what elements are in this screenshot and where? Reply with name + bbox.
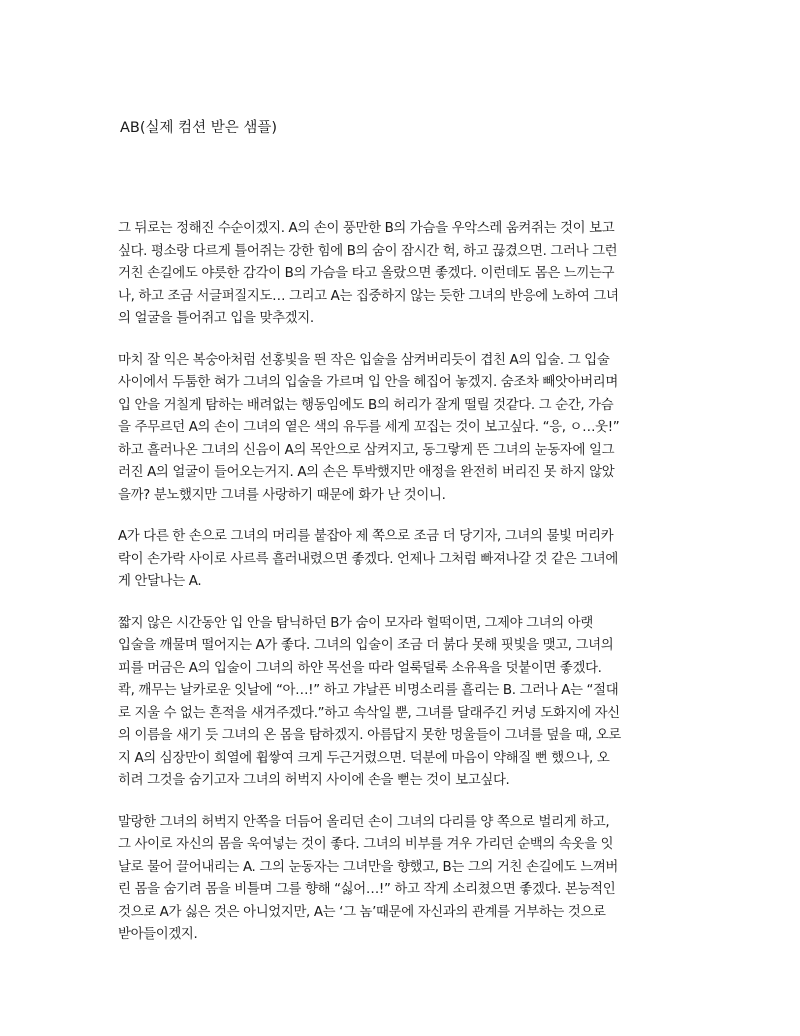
paragraph-5: 말랑한 그녀의 허벅지 안쪽을 더듬어 올리던 손이 그녀의 다리를 양 쪽으로 벌리게 하고, 그 사이로 자신의 몸을 욱여넣는 것이 좋다. 그녀의 비부를 겨우 가리던 순백의 속옷을 잇 날로 물어 끌어내리는 A. 그의 눈동자는 그녀만을 향했고, B는 그의 거친 손길에도 느껴버 린 몸을 숨기려 몸을 비틀며 그를 향해 “싫어…!” 하고 작게 소리쳤으면 좋겠다. 본능적인 것으로 A가 싫은 것은 아니었지만, A는 ‘그 놈’때문에 자신과의 관계를 거부하는 것으로 받아들이겠지. xyxy=(118,814,619,942)
paragraph-1: 그 뒤로는 정해진 수순이겠지. A의 손이 풍만한 B의 가슴을 우악스레 움켜쥐는 것이 보고 싶다. 평소랑 다르게 틀어쥐는 강한 힘에 B의 숨이 잠시간 헉, 하고 끊겼으면. 그러나 그런 거친 손길에도 야릇한 감각이 B의 가슴을 타고 올랐으면 좋겠다. 이런데도 몸은 느끼는구 나, 하고 조금 서글퍼질지도… 그리고 A는 집중하지 않는 듯한 그녀의 반응에 노하여 그녀 의 얼굴을 틀어쥐고 입을 맞추겠지. xyxy=(118,221,619,326)
document-body xyxy=(118,218,688,966)
paragraph-4: 짧지 않은 시간동안 입 안을 탐닉하던 B가 숨이 모자라 헐떡이면, 그제야 그녀의 아랫 입술을 깨물며 떨어지는 A가 좋다. 그녀의 입술이 조금 더 붉다 못해 핏빛을 맺고, 그녀의 피를 머금은 A의 입술이 그녀의 하얀 목선을 따라 얼룩덜룩 소유욕을 덧붙이면 좋겠다. 콱, 깨무는 날카로운 잇날에 “아…!” 하고 갸날픈 비명소리를 흘리는 B. 그러나 A는 “절대 로 지울 수 없는 흔적을 새겨주겠다.”하고 속삭일 뿐, 그녀를 달래주긴 커녕 도화지에 자신 의 이름을 새기 듯 그녀의 온 몸을 탐하겠지. 아름답지 못한 멍울들이 그녀를 덮을 때, 오로 지 A의 심장만이 희열에 휩쌓여 크게 두근거렸으면. 덕분에 마음이 약해질 뻔 했으나, 오 히려 그것을 숨기고자 그녀의 허벅지 사이에 손을 뻗는 것이 보고싶다. xyxy=(118,615,621,788)
paragraph-2: 마치 잘 익은 복숭아처럼 선홍빛을 띈 작은 입술을 삼켜버리듯이 겹친 A의 입술. 그 입술 사이에서 두툼한 혀가 그녀의 입술을 가르며 입 안을 헤집어 놓겠지. 숨조차 빼앗아버리며 입 안을 거칠게 탐하는 배려없는 행동임에도 B의 허리가 잘게 떨릴 것같다. 그 순간, 가슴 을 주무르던 A의 손이 그녀의 옅은 색의 유두를 세게 꼬집는 것이 보고싶다. “응, ㅇ…웃!” 하고 흘러나온 그녀의 신음이 A의 목안으로 삼켜지고, 동그랗게 뜬 그녀의 눈동자에 일그 러진 A의 얼굴이 들어오는거지. A의 손은 투박했지만 애정을 완전히 버리진 못 하지 않았 을까? 분노했지만 그녀를 사랑하기 때문에 화가 난 것이니. xyxy=(118,352,620,503)
paragraph-3: A가 다른 한 손으로 그녀의 머리를 붙잡아 제 쪽으로 조금 더 당기자, 그녀의 물빛 머리카 락이 손가락 사이로 사르륵 흘러내렸으면 좋겠다. 언제나 그처럼 빠져나갈 것 같은 그녀에 게 안달나는 A. xyxy=(118,529,618,589)
document-title: AB(실제 컴션 받은 샘플) xyxy=(120,120,278,136)
